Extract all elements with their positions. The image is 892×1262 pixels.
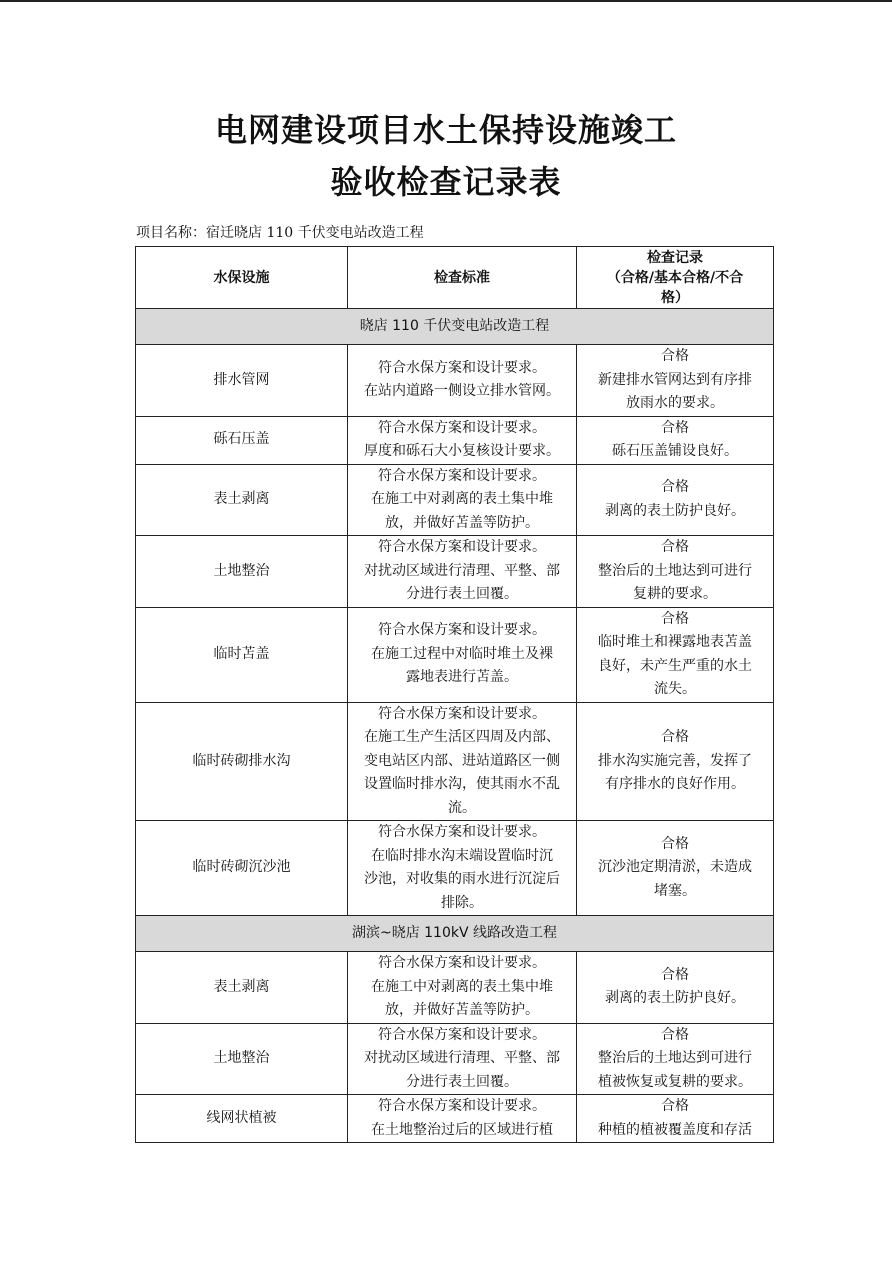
facility-cell: 表土剥离 bbox=[136, 464, 348, 536]
standard-line: 符合水保方案和设计要求。 bbox=[378, 539, 546, 555]
standard-cell bbox=[348, 416, 577, 464]
facility-cell: 临时砖砌沉沙池 bbox=[136, 821, 348, 916]
standard-line: 符合水保方案和设计要求。 bbox=[378, 824, 546, 840]
standard-line: 符合水保方案和设计要求。 bbox=[378, 622, 546, 639]
standard-cell bbox=[348, 952, 577, 1024]
standard-line: 分进行表土回覆。 bbox=[406, 586, 518, 602]
standard-cell bbox=[348, 536, 577, 608]
record-line: 整治后的土地达到可进行 bbox=[598, 562, 752, 579]
standard-line: 在临时排水沟末端设置临时沉 bbox=[371, 847, 553, 864]
standard-line: 放，并做好苫盖等防护。 bbox=[385, 1002, 539, 1018]
record-line: 排水沟实施完善，发挥了 bbox=[598, 752, 752, 769]
record-line: 合格 bbox=[661, 1098, 689, 1114]
standard-line: 符合水保方案和设计要求。 bbox=[378, 955, 546, 971]
record-line: 合格 bbox=[661, 610, 689, 627]
record-line: 砾石压盖铺设良好。 bbox=[612, 443, 738, 459]
table-row bbox=[136, 702, 774, 821]
standard-line: 符合水保方案和设计要求。 bbox=[378, 1026, 546, 1043]
standard-line: 对扰动区域进行清理、平整、部 bbox=[364, 562, 560, 579]
standard-cell bbox=[348, 464, 577, 536]
header-facility: 水保设施 bbox=[136, 247, 348, 309]
standard-cell bbox=[348, 702, 577, 821]
record-cell bbox=[577, 821, 774, 916]
standard-line: 在施工生产生活区四周及内部、 bbox=[364, 729, 560, 745]
header-standard: 检查标准 bbox=[348, 247, 577, 309]
table-row bbox=[136, 464, 774, 536]
record-cell bbox=[577, 536, 774, 608]
record-line: 剥离的表土防护良好。 bbox=[605, 502, 745, 519]
record-line: 堵塞。 bbox=[654, 882, 696, 899]
record-cell bbox=[577, 702, 774, 821]
section-header-row bbox=[136, 916, 774, 952]
project-name-label: 项目名称：宿迁晓店 110 千伏变电站改造工程 bbox=[136, 225, 424, 241]
header-record-line: （合格/基本合格/不合 bbox=[606, 269, 744, 286]
standard-line: 对扰动区域进行清理、平整、部 bbox=[364, 1050, 560, 1066]
record-line: 临时堆土和裸露地表苫盖 bbox=[598, 634, 752, 650]
page-top-border bbox=[0, 0, 892, 2]
record-line: 合格 bbox=[661, 419, 689, 436]
record-cell bbox=[577, 607, 774, 702]
facility-cell: 临时苫盖 bbox=[136, 607, 348, 702]
record-line: 流失。 bbox=[654, 681, 696, 697]
standard-cell bbox=[348, 1095, 577, 1143]
record-line: 合格 bbox=[661, 966, 689, 983]
standard-line: 在施工中对剥离的表土集中堆 bbox=[371, 978, 553, 995]
record-line: 合格 bbox=[661, 479, 689, 496]
standard-cell bbox=[348, 1023, 577, 1095]
record-cell bbox=[577, 1023, 774, 1095]
table-row bbox=[136, 821, 774, 916]
facility-cell: 临时砖砌排水沟 bbox=[136, 702, 348, 821]
inspection-record-table bbox=[135, 246, 774, 1143]
section-title: 湖滨~晓店 110kV 线路改造工程 bbox=[136, 916, 774, 952]
standard-line: 设置临时排水沟，使其雨水不乱 bbox=[364, 776, 560, 792]
facility-cell: 土地整治 bbox=[136, 1023, 348, 1095]
record-cell bbox=[577, 952, 774, 1024]
standard-line: 分进行表土回覆。 bbox=[406, 1073, 518, 1090]
facility-cell: 土地整治 bbox=[136, 536, 348, 608]
record-line: 复耕的要求。 bbox=[633, 586, 717, 602]
header-record bbox=[577, 247, 774, 309]
facility-cell: 排水管网 bbox=[136, 345, 348, 417]
record-cell bbox=[577, 345, 774, 417]
header-record-line: 检查记录 bbox=[647, 249, 703, 266]
table-row bbox=[136, 1023, 774, 1095]
standard-line: 排除。 bbox=[441, 894, 483, 911]
table-row bbox=[136, 416, 774, 464]
section-title: 晓店 110 千伏变电站改造工程 bbox=[136, 309, 774, 345]
table-row bbox=[136, 536, 774, 608]
record-line: 种植的植被覆盖度和存活 bbox=[598, 1121, 752, 1138]
standard-line: 符合水保方案和设计要求。 bbox=[378, 705, 546, 722]
record-cell bbox=[577, 464, 774, 536]
facility-cell: 线网状植被 bbox=[136, 1095, 348, 1143]
record-line: 沉沙池定期清淤，未造成 bbox=[598, 859, 752, 876]
record-line: 良好，未产生严重的水土 bbox=[598, 657, 752, 674]
document-title-line-1: 电网建设项目水土保持设施竣工 bbox=[214, 111, 677, 149]
standard-line: 厚度和砾石大小复核设计要求。 bbox=[364, 443, 560, 459]
standard-cell bbox=[348, 607, 577, 702]
table-row bbox=[136, 1095, 774, 1143]
header-record-line: 格） bbox=[661, 289, 689, 306]
standard-line: 符合水保方案和设计要求。 bbox=[378, 1098, 546, 1114]
table-row bbox=[136, 607, 774, 702]
record-line: 合格 bbox=[661, 729, 689, 745]
record-line: 植被恢复或复耕的要求。 bbox=[598, 1073, 752, 1090]
standard-line: 放，并做好苫盖等防护。 bbox=[385, 514, 539, 531]
standard-line: 沙池，对收集的雨水进行沉淀后 bbox=[364, 871, 560, 887]
standard-cell bbox=[348, 821, 577, 916]
facility-cell: 砾石压盖 bbox=[136, 416, 348, 464]
record-line: 放雨水的要求。 bbox=[626, 395, 724, 411]
record-line: 整治后的土地达到可进行 bbox=[598, 1050, 752, 1066]
record-line: 合格 bbox=[661, 539, 689, 555]
standard-line: 符合水保方案和设计要求。 bbox=[378, 467, 546, 484]
table-header-row bbox=[136, 247, 774, 309]
record-line: 剥离的表土防护良好。 bbox=[605, 990, 745, 1007]
standard-line: 变电站区内部、进站道路区一侧 bbox=[364, 752, 560, 769]
record-line: 新建排水管网达到有序排 bbox=[598, 371, 752, 388]
standard-line: 在施工过程中对临时堆土及裸 bbox=[371, 645, 553, 662]
record-line: 有序排水的良好作用。 bbox=[605, 776, 745, 792]
record-cell bbox=[577, 1095, 774, 1143]
standard-line: 符合水保方案和设计要求。 bbox=[378, 359, 546, 376]
standard-line: 在土地整治过后的区域进行植 bbox=[371, 1121, 553, 1138]
standard-line: 在站内道路一侧设立排水管网。 bbox=[364, 383, 560, 400]
standard-line: 在施工中对剥离的表土集中堆 bbox=[371, 491, 553, 507]
record-cell bbox=[577, 416, 774, 464]
table-row bbox=[136, 952, 774, 1024]
record-line: 合格 bbox=[661, 348, 689, 364]
record-line: 合格 bbox=[661, 835, 689, 852]
table-row bbox=[136, 345, 774, 417]
record-line: 合格 bbox=[661, 1026, 689, 1043]
standard-line: 流。 bbox=[448, 799, 476, 816]
standard-line: 符合水保方案和设计要求。 bbox=[378, 419, 546, 436]
standard-cell bbox=[348, 345, 577, 417]
section-header-row bbox=[136, 309, 774, 345]
document-title-line-2: 验收检查记录表 bbox=[330, 163, 562, 201]
facility-cell: 表土剥离 bbox=[136, 952, 348, 1024]
standard-line: 露地表进行苫盖。 bbox=[406, 669, 518, 686]
